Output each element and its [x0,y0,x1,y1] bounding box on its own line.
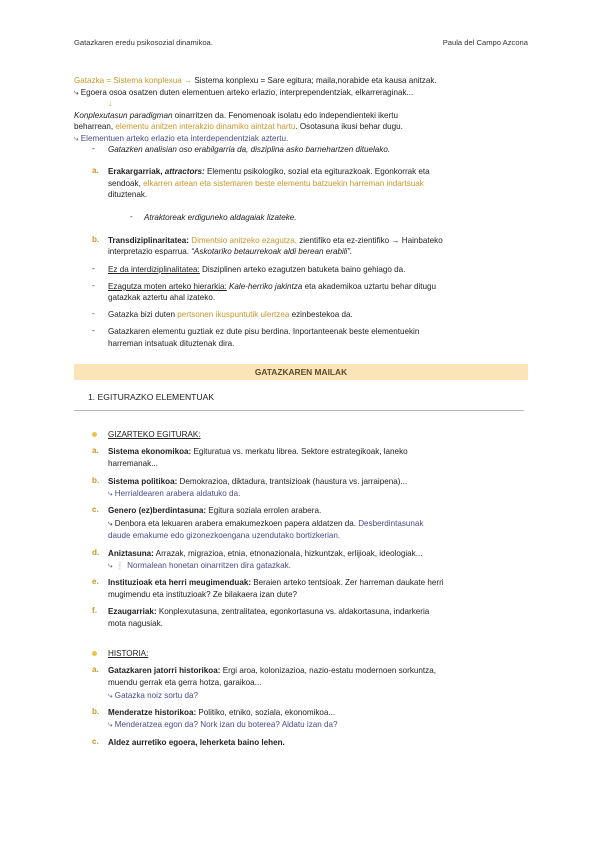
header-right: Paula del Campo Azcona [442,38,528,47]
giz-b-sub: ⤷ Herrialdearen arabera aldatuko da. [108,489,241,498]
section-band: GATAZKAREN MAILAK [74,364,528,380]
section-heading: 1. EGITURAZKO ELEMENTUAK [88,392,215,402]
divider [74,410,524,411]
giz-a-2: harremanak... [108,459,158,468]
item-attractors-sub: Atraktoreak erdiguneko aldagaiak lizateke. [144,213,297,222]
giz-d-1: Aniztasuna: Arrazak, migrazioa, etnia, etnonazionala, hizkuntzak, erlijioak, ideologiak... [108,549,423,558]
giz-c-1: Genero (ez)berdintasuna: Egitura soziala errolen arabera. [108,506,322,515]
item-transdisciplinarity-1: Transdiziplinaritatea: Dimentsio anitzeko ezagutza, zientifiko eta ez-zientifiko → Hainbateko [108,236,443,245]
hist-b-sub: ⤷ Menderatzea egon da? Nork izan du boterea? Aldatu izan da? [108,720,338,729]
giz-c-3: daude emakume edo gizonezkoengana uzendutako bortizkerian. [108,531,341,540]
bullet-icon [92,432,97,437]
hist-a-sub: ⤷ Gatazka noiz sortu da? [108,691,199,700]
giz-f-1: Ezaugarriak: Konplexutasuna, zentralitatea, egonkortasuna vs. aldakortasuna, indarkeria [108,607,430,616]
hist-c-1: Aldez aurretiko egoera, leherketa baino lehen. [108,738,285,747]
intro-rest: Sistema konplexu = Sare egitura; maila,norabide eta kausa anitzak. [194,76,437,85]
dash-line-4: Gatazkaren elementu guztiak ez dute pisu berdina. Inportanteenak beste elementuekin [108,327,420,336]
bullet-icon [92,651,97,656]
subheading-giz: GIZARTEKO EGITURAK: [108,430,201,439]
intro-line-6: Gatazken analisian oso erabilgarria da, disziplina asko barnehartzen dituelako. [108,145,391,154]
item-attractors-3: dituztenak. [108,190,148,199]
giz-a-1: Sistema ekonomikoa: Egituratua vs. merkatu librea. Sektore estrategikoak, laneko [108,447,408,456]
down-arrow-icon: ↓ [108,99,113,108]
dash-line-1: Ez da interdiziplinalitatea: Disziplinen arteko ezagutzen batuketa baino gehiago da. [108,265,406,274]
item-attractors-2: sendoak, elkarren artean eta sistemaren beste elementu batzuekin harreman indartsuak [108,179,424,188]
intro-paragraph-1: Konplexutasun paradigman oinarritzen da. Fenomenoak isolatu edo independienteki ikertu [74,111,398,120]
header-left: Gatazkaren eredu psikosozial dinamikoa. [74,38,213,47]
giz-b-1: Sistema politikoa: Demokrazioa, diktadura, trantsizioak (haustura vs. jarraipena)... [108,477,408,486]
giz-d-sub: ⤷ ❕ Normalean honetan oinarritzen dira gatazkak. [108,561,291,570]
hist-a-2: muendu gerrak eta gerra hotza, garaikoa... [108,678,262,687]
item-transdisciplinarity-2: interpretazio esparrua. “Askotariko betaurrekoak aldi berean erabili”. [108,247,353,256]
intro-paragraph-2: beharrean, elementu anitzen interakzio dinamiko aintzat hartu. Osotasuna ikusi behar dugu. [74,122,403,131]
giz-f-2: mota nagusiak. [108,619,163,628]
dash-line-2b: gatazkak aztertu ahal izateko. [108,293,216,302]
hist-b-1: Menderatze historikoa: Politiko, etniko, soziala, ekonomikoa... [108,708,336,717]
subheading-hist: HISTORIA: [108,649,149,658]
dash-line-3: Gatazka bizi duten pertsonen ikuspuntutik ulertzea ezinbestekoa da. [108,310,353,319]
hist-a-1: Gatazkaren jatorri historikoa: Ergi aroa, kolonizazioa, nazio-estatu modernoen sorkuntza, [108,666,436,675]
intro-gold: Gatazka = Sistema konplexua → [74,76,193,85]
dash-line-4b: harreman intsatuak dituztenak dira. [108,339,235,348]
intro-line-1 [74,75,437,86]
giz-e-2: mugimendu eta instituzioak? Ze bilakaera izan dute? [108,590,297,599]
giz-e-1: Instituzioak eta herri meugimenduak: Beraien arteko tentsioak. Zer harreman daukate herri [108,578,444,587]
intro-line-2: ⤷ Egoera osoa osatzen duten elementuen arteko erlazio, interprependentziak, elkarreraginak... [74,88,414,97]
item-attractors-1: Erakargarriak, attractors: Elementu psikologiko, sozial eta egiturazkoak. Egonkorrak eta [108,167,430,176]
giz-c-2: ⤷ Denbora eta lekuaren arabera emakumezkoen papera aldatzen da. Desberdintasunak [108,519,424,528]
document-page: Gatazkaren eredu psikosozial dinamikoa. Paula del Campo Azcona Gatazka = Sistema konplexua → Sistema konplexu = Sare egitura; maila,norabide eta kausa anitzak. ⤷ Egoera osoa osatzen duten elementuen arteko erlazio, interprependentziak, elkarreraginak... ↓ Konplexutasun paradigman oinarritzen da. Fenomenoak isolatu edo independienteki ikertu beharrean, elementu anitzen interakzio dinamiko aintzat hartu. Osotasuna ikusi behar dugu. ⤷ Elementuen arteko erlazio eta interdependentziak aztertu. - Gatazken analisian oso erabilgarria da, disziplina asko barnehartzen dituelako. a. Erakargarriak, attractors: Elementu psikologiko, sozial eta egiturazkoak. Egonkorrak eta sendoak, elkarren artean eta sistemaren beste elementu batzuekin harreman indartsuak dituztenak. - Atraktoreak erdiguneko aldagaiak lizateke. b. Transdiziplinaritatea: Dimentsio anitzeko ezagutza, zientifiko eta ez-zientifiko → Hainbateko interpretazio esparrua. “Askotariko betaurrekoak aldi berean erabili”. - Ez da interdiziplinalitatea: Disziplinen arteko ezagutzen batuketa baino gehiago da. - Ezagutza moten arteko hierarkia: Kale-herriko jakintza eta akademikoa uztartu behar ditugu gatazkak aztertu ahal izateko. - Gatazka bizi duten pertsonen ikuspuntutik ulertzea ezinbestekoa da. - Gatazkaren elementu guztiak ez dute pisu berdina. Inportanteenak beste elementuekin harreman intsatuak dituztenak dira. GATAZKAREN MAILAK 1. EGITURAZKO ELEMENTUAK GIZARTEKO EGITURAK: a. Sistema ekonomikoa: Egituratua vs. merkatu librea. Sektore estrategikoak, laneko harremanak... b. Sistema politikoa: Demokrazioa, diktadura, trantsizioak (haustura vs. jarraipena)... ⤷ Herrialdearen arabera aldatuko da. c. Genero (ez)berdintasuna: Egitura soziala errolen arabera. ⤷ Denbora eta lekuaren arabera emakumezkoen papera aldatzen da. Desberdintasunak daude emakume edo gizonezkoengana uzendutako bortizkerian. d. Aniztasuna: Arrazak, migrazioa, etnia, etnonazionala, hizkuntzak, erlijioak, ideologiak... ⤷ ❕ Normalean honetan oinarritzen dira gatazkak. e. Instituzioak eta herri meugimenduak: Beraien arteko tentsioak. Zer harreman daukate herri mugimendu eta instituzioak? Ze bilakaera izan dute? f. Ezaugarriak: Konplexutasuna, zentralitatea, egonkortasuna vs. aldakortasuna, indarkeria mota nagusiak. HISTORIA: a. Gatazkaren jatorri historikoa: Ergi aroa, kolonizazioa, nazio-estatu modernoen sorkuntza, muendu gerrak eta gerra hotza, garaikoa... ⤷ Gatazka noiz sortu da? b. Menderatze historikoa: Politiko, etniko, soziala, ekonomikoa... ⤷ Menderatzea egon da? Nork izan du boterea? Aldatu izan da? c. Aldez aurretiko egoera, leherketa baino lehen. [74,38,528,747]
intro-line-5: ⤷ Elementuen arteko erlazio eta interdependentziak aztertu. [74,134,289,143]
dash-line-2: Ezagutza moten arteko hierarkia: Kale-herriko jakintza eta akademikoa uztartu behar ditugu [108,282,436,291]
